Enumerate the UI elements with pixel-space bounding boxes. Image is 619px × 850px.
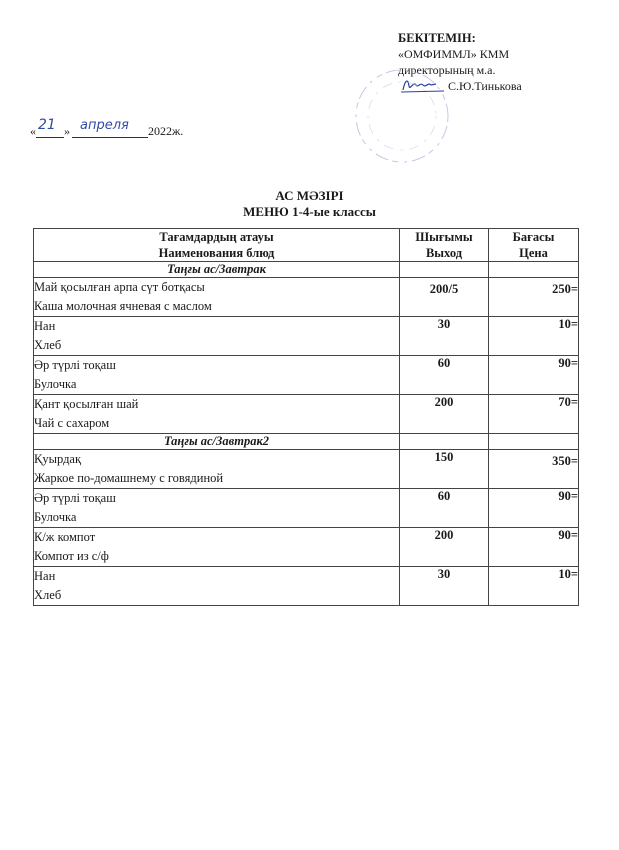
approver-name: С.Ю.Тинькова	[448, 79, 522, 93]
dish-output: 60	[400, 489, 489, 528]
table-row	[34, 450, 579, 489]
menu-title-kz: АС МӘЗІРІ	[275, 188, 344, 203]
menu-title-ru: МЕНЮ 1-4-ые классы	[243, 204, 376, 219]
dish-price: 350=	[489, 450, 579, 489]
column-header-price-kz: Бағасы	[512, 230, 555, 244]
table-row	[34, 278, 579, 317]
column-header-output	[400, 229, 489, 262]
dish-name-ru: Хлеб	[34, 588, 62, 602]
date-month-underline	[72, 137, 148, 138]
date-month: апреля	[80, 118, 129, 133]
approval-position: директорының м.а.	[398, 63, 496, 77]
menu-heading	[0, 188, 619, 220]
table-row	[34, 489, 579, 528]
date-day: 21	[38, 117, 56, 133]
dish-name-kz: Әр түрлі тоқаш	[34, 358, 116, 372]
dish-name-kz: Қант қосылған шай	[34, 397, 139, 411]
column-header-price	[489, 229, 579, 262]
date-close-quote: »	[64, 124, 70, 138]
section-title: Таңғы ас/Завтрак2	[34, 434, 400, 450]
dish-name-kz: Нан	[34, 569, 56, 583]
section-empty-cell	[489, 434, 579, 450]
dish-name-kz: К/ж компот	[34, 530, 96, 544]
dish-name-ru: Каша молочная ячневая с маслом	[34, 299, 212, 313]
dish-name-kz: Қуырдақ	[34, 452, 82, 466]
column-header-name-kz: Тағамдардың атауы	[159, 230, 274, 244]
table-row	[34, 528, 579, 567]
section-empty-cell	[400, 434, 489, 450]
dish-output: 150	[400, 450, 489, 489]
dish-name	[34, 450, 400, 489]
column-header-name-ru: Наименования блюд	[158, 246, 275, 260]
dish-name-ru: Чай с сахаром	[34, 416, 110, 430]
menu-table	[33, 228, 579, 606]
date-line	[30, 118, 200, 142]
dish-name	[34, 317, 400, 356]
column-header-output-ru: Выход	[425, 246, 463, 260]
column-header-output-kz: Шығымы	[415, 230, 473, 244]
dish-name	[34, 278, 400, 317]
dish-price: 90=	[489, 489, 579, 528]
dish-name	[34, 395, 400, 434]
section-row	[34, 434, 579, 450]
date-year: 2022ж.	[148, 124, 184, 138]
table-row	[34, 567, 579, 606]
dish-price: 90=	[489, 356, 579, 395]
table-row	[34, 317, 579, 356]
dish-output: 30	[400, 567, 489, 606]
dish-output: 200	[400, 395, 489, 434]
dish-output: 200	[400, 528, 489, 567]
table-header-row	[34, 229, 579, 262]
dish-name	[34, 356, 400, 395]
approval-organization: «ОМФИММЛ» КММ	[398, 47, 510, 61]
dish-name-ru: Компот из с/ф	[34, 549, 109, 563]
section-empty-cell	[400, 262, 489, 278]
dish-price: 250=	[489, 278, 579, 317]
dish-name-kz: Нан	[34, 319, 56, 333]
dish-price: 10=	[489, 317, 579, 356]
approval-title: БЕКІТЕМІН:	[398, 31, 476, 45]
dish-name	[34, 489, 400, 528]
dish-price: 10=	[489, 567, 579, 606]
dish-name-ru: Булочка	[34, 510, 77, 524]
dish-name	[34, 567, 400, 606]
dish-price: 70=	[489, 395, 579, 434]
section-empty-cell	[489, 262, 579, 278]
section-row	[34, 262, 579, 278]
dish-name-ru: Хлеб	[34, 338, 62, 352]
stamp-seal	[340, 62, 460, 172]
column-header-name	[34, 229, 400, 262]
table-row	[34, 356, 579, 395]
dish-output: 60	[400, 356, 489, 395]
dish-name-kz: Әр түрлі тоқаш	[34, 491, 116, 505]
dish-name-ru: Булочка	[34, 377, 77, 391]
dish-output: 200/5	[400, 278, 489, 317]
table-row	[34, 395, 579, 434]
date-open-quote: «	[30, 124, 36, 138]
dish-name-ru: Жаркое по-домашнему с говядиной	[34, 471, 224, 485]
section-title: Таңғы ас/Завтрак	[34, 262, 400, 278]
dish-name-kz: Май қосылған арпа сүт ботқасы	[34, 280, 205, 294]
dish-output: 30	[400, 317, 489, 356]
column-header-price-ru: Цена	[519, 246, 548, 260]
date-day-underline	[36, 137, 64, 138]
dish-name	[34, 528, 400, 567]
dish-price: 90=	[489, 528, 579, 567]
